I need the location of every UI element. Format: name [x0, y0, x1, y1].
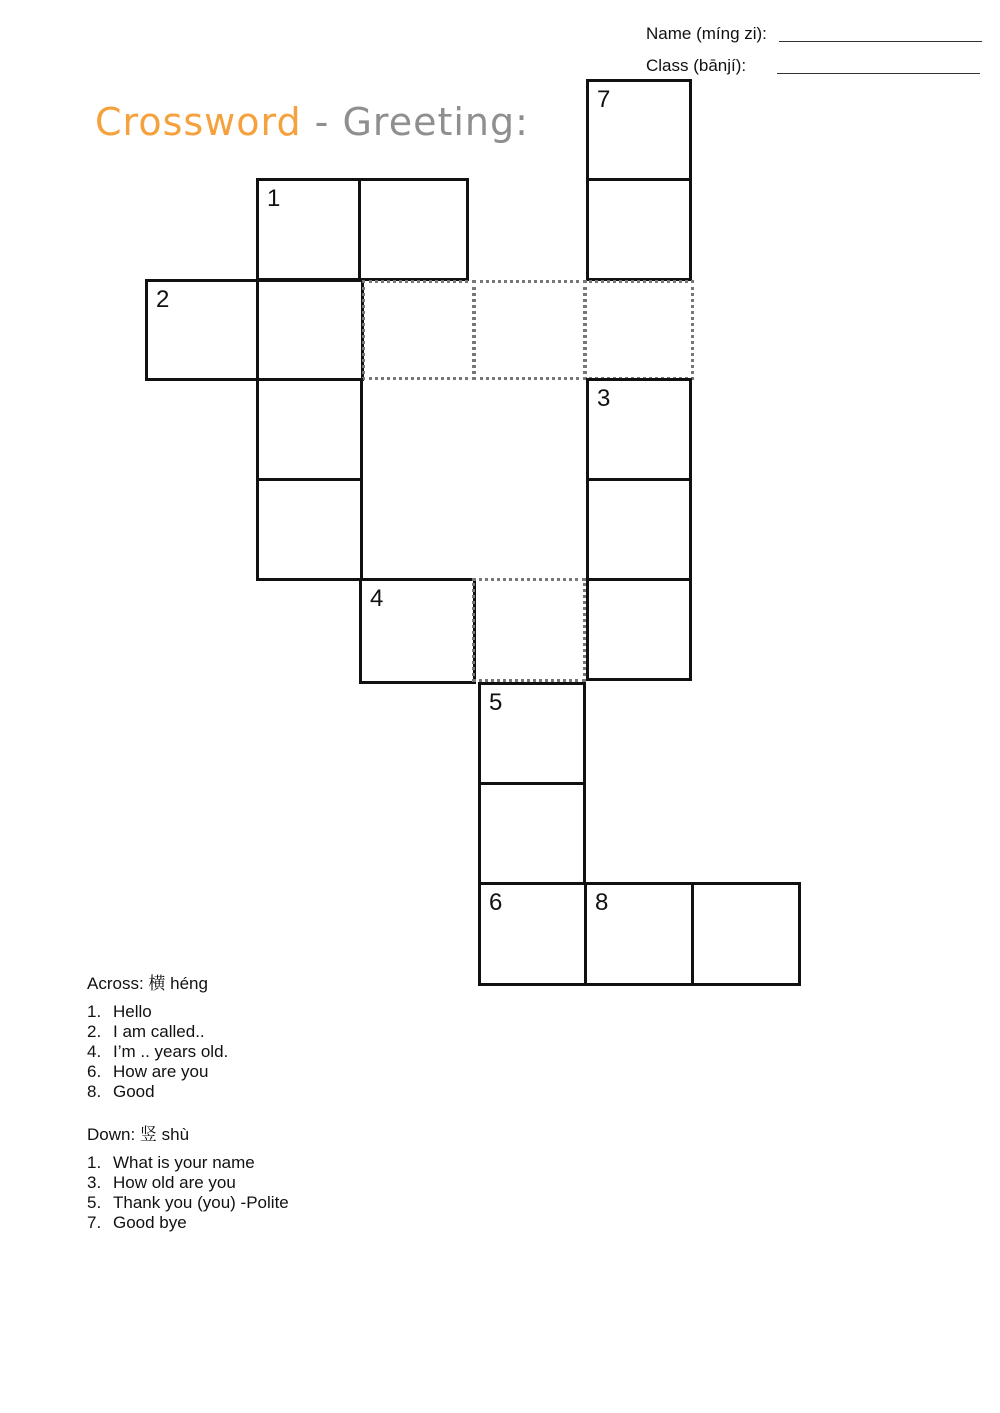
class-label: Class (bānjí):	[646, 56, 747, 75]
grid-cell[interactable]	[358, 178, 469, 281]
clue-number: 7	[597, 86, 611, 113]
grid-cell[interactable]	[359, 578, 476, 684]
grid-cell-dotted[interactable]	[584, 280, 694, 380]
class-line[interactable]	[777, 73, 980, 74]
clue-text: I’m .. years old.	[113, 1042, 229, 1061]
clue-number: 3	[597, 385, 611, 412]
clue-text: Good bye	[113, 1213, 187, 1232]
list-item	[87, 1022, 228, 1042]
clue-number: 8	[595, 889, 609, 916]
name-field[interactable]	[646, 24, 986, 48]
clue-text: I am called..	[113, 1022, 205, 1041]
clue-text: Thank you (you) -Polite	[113, 1193, 289, 1212]
grid-cell-dotted[interactable]	[472, 578, 586, 682]
list-item	[87, 1173, 289, 1193]
grid-cell[interactable]	[256, 378, 363, 481]
list-item	[87, 1062, 228, 1082]
clue-index: 2.	[87, 1022, 102, 1041]
clue-text: Good	[113, 1082, 155, 1101]
grid-cell[interactable]	[256, 178, 362, 281]
clue-text: How old are you	[113, 1173, 236, 1192]
grid-cell[interactable]	[691, 882, 801, 986]
title-separator: -	[301, 100, 343, 144]
grid-cell-dotted[interactable]	[362, 280, 475, 380]
clue-text: What is your name	[113, 1153, 255, 1172]
down-heading: Down: 竖 shù	[87, 1125, 190, 1144]
title-part2: Greeting:	[342, 100, 529, 144]
clue-index: 1.	[87, 1153, 102, 1172]
clue-number: 2	[156, 286, 170, 313]
clue-number: 1	[267, 185, 281, 212]
across-heading: Across: 横 héng	[87, 974, 208, 993]
name-line[interactable]	[779, 41, 982, 42]
grid-cell[interactable]	[256, 478, 363, 581]
list-item	[87, 1002, 228, 1022]
list-item	[87, 1193, 289, 1213]
clue-index: 4.	[87, 1042, 102, 1061]
list-item	[87, 1082, 228, 1102]
clue-index: 8.	[87, 1082, 102, 1101]
clue-text: How are you	[113, 1062, 209, 1081]
list-item	[87, 1042, 228, 1062]
name-label: Name (míng zi):	[646, 24, 767, 43]
clue-index: 3.	[87, 1173, 102, 1192]
clue-index: 7.	[87, 1213, 102, 1232]
across-clues	[87, 974, 228, 1102]
clue-index: 5.	[87, 1193, 102, 1212]
list-item	[87, 1153, 289, 1173]
grid-cell-dotted[interactable]	[473, 280, 586, 380]
class-field[interactable]	[646, 56, 986, 80]
clue-index: 6.	[87, 1062, 102, 1081]
clue-index: 1.	[87, 1002, 102, 1021]
grid-cell[interactable]	[584, 882, 694, 986]
grid-cell[interactable]	[145, 279, 259, 381]
grid-cell[interactable]	[586, 79, 692, 181]
clue-number: 6	[489, 889, 503, 916]
grid-cell[interactable]	[586, 378, 692, 481]
page-title	[95, 100, 529, 144]
clue-number: 4	[370, 585, 384, 612]
grid-cell[interactable]	[586, 478, 692, 581]
title-part1: Crossword	[95, 100, 302, 144]
grid-cell[interactable]	[586, 578, 692, 681]
grid-cell[interactable]	[478, 782, 586, 886]
down-clues	[87, 1125, 289, 1233]
grid-cell[interactable]	[478, 682, 586, 786]
grid-cell[interactable]	[586, 178, 692, 281]
grid-cell[interactable]	[478, 882, 587, 986]
clue-text: Hello	[113, 1002, 152, 1021]
clue-number: 5	[489, 689, 503, 716]
grid-cell[interactable]	[256, 279, 364, 381]
list-item	[87, 1213, 289, 1233]
